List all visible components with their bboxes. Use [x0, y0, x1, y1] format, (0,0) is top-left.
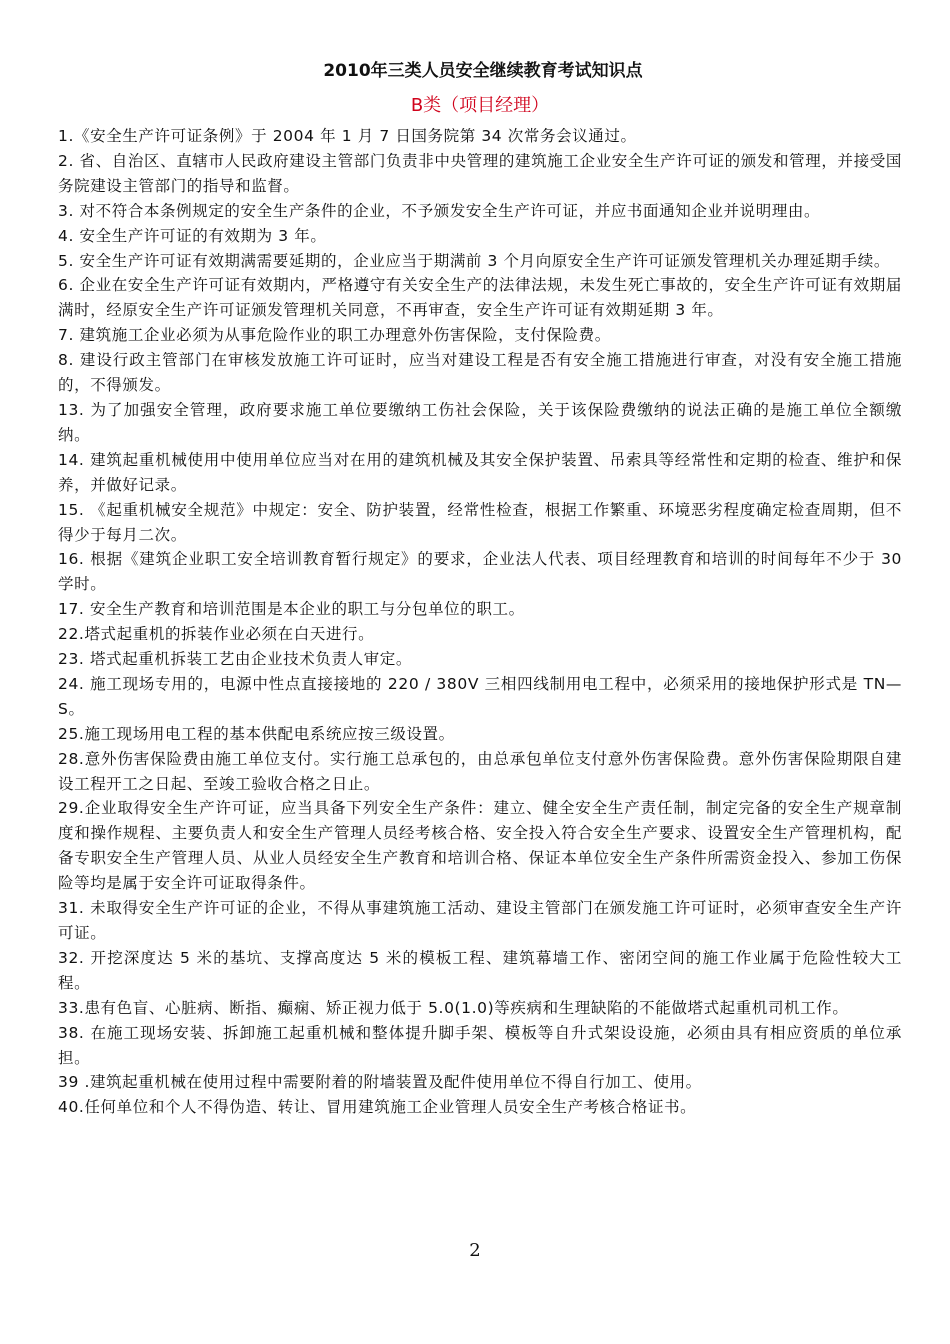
- knowledge-point-item: 32. 开挖深度达 5 米的基坑、支撑高度达 5 米的模板工程、建筑幕墙工作、密闭空间的施工作业属于危险性较大工程。: [58, 948, 902, 992]
- document-subtitle: B类（项目经理）: [410, 95, 550, 116]
- knowledge-point-item: 31. 未取得安全生产许可证的企业，不得从事建筑施工活动、建设主管部门在颁发施工许可证时，必须审查安全生产许可证。: [58, 899, 902, 942]
- knowledge-point-item: 22.塔式起重机的拆装作业必须在白天进行。: [58, 625, 375, 644]
- knowledge-point-item: 38. 在施工现场安装、拆卸施工起重机械和整体提升脚手架、模板等自升式架设设施，必须由具有相应资质的单位承担。: [58, 1023, 902, 1067]
- knowledge-point-item: 16. 根据《建筑企业职工安全培训教育暂行规定》的要求，企业法人代表、项目经理教育和培训的时间每年不少于 30 学时。: [58, 550, 902, 594]
- knowledge-point-item: 25.施工现场用电工程的基本供配电系统应按三级设置。: [58, 724, 455, 743]
- knowledge-point-item: 23. 塔式起重机拆装工艺由企业技术负责人审定。: [58, 650, 412, 669]
- knowledge-point-item: 17. 安全生产教育和培训范围是本企业的职工与分包单位的职工。: [58, 600, 525, 619]
- knowledge-point-item: 15. 《起重机械安全规范》中规定：安全、防护装置，经常性检查，根据工作繁重、环境恶劣程度确定检查周期，但不得少于每月二次。: [58, 500, 902, 544]
- knowledge-point-item: 8. 建设行政主管部门在审核发放施工许可证时，应当对建设工程是否有安全施工措施进行审查，对没有安全施工措施的，不得颁发。: [58, 351, 902, 395]
- knowledge-point-item: 39 .建筑起重机械在使用过程中需要附着的附墙装置及配件使用单位不得自行加工、使用。: [58, 1073, 702, 1092]
- knowledge-point-item: 6. 企业在安全生产许可证有效期内，严格遵守有关安全生产的法律法规，未发生死亡事故的，安全生产许可证有效期届满时，经原安全生产许可证颁发管理机关同意，不再审查，安全生产许可证有效期延期 3 年。: [58, 276, 902, 320]
- knowledge-point-item: 5. 安全生产许可证有效期满需要延期的，企业应当于期满前 3 个月向原安全生产许可证颁发管理机关办理延期手续。: [58, 251, 890, 270]
- knowledge-point-item: 3. 对不符合本条例规定的安全生产条件的企业，不予颁发安全生产许可证，并应书面通知企业并说明理由。: [58, 201, 821, 220]
- knowledge-point-item: 4. 安全生产许可证的有效期为 3 年。: [58, 226, 327, 245]
- page-number: 2: [469, 1240, 481, 1261]
- knowledge-point-item: 40.任何单位和个人不得伪造、转让、冒用建筑施工企业管理人员安全生产考核合格证书。: [58, 1098, 697, 1117]
- knowledge-point-item: 1.《安全生产许可证条例》于 2004 年 1 月 7 日国务院第 34 次常务会议通过。: [58, 127, 637, 145]
- knowledge-point-item: 14. 建筑起重机械使用中使用单位应当对在用的建筑机械及其安全保护装置、吊索具等经常性和定期的检查、维护和保养，并做好记录。: [58, 450, 902, 494]
- knowledge-point-item: 28.意外伤害保险费由施工单位支付。实行施工总承包的，由总承包单位支付意外伤害保险费。意外伤害保险期限自建设工程开工之日起、至竣工验收合格之日止。: [58, 749, 902, 793]
- knowledge-point-item: 33.患有色盲、心脏病、断指、癫痫、矫正视力低于 5.0(1.0)等疾病和生理缺陷的不能做塔式起重机司机工作。: [58, 998, 849, 1017]
- knowledge-point-item: 2. 省、自治区、直辖市人民政府建设主管部门负责非中央管理的建筑施工企业安全生产许可证的颁发和管理，并接受国务院建设主管部门的指导和监督。: [58, 151, 902, 195]
- knowledge-point-item: 29.企业取得安全生产许可证，应当具备下列安全生产条件：建立、健全安全生产责任制，制定完备的安全生产规章制度和操作规程、主要负责人和安全生产管理人员经考核合格、安全投入符合安全生产要求、设置安全生产管理机构，配备专职安全生产管理人员、从业人员经安全生产教育和培训合格、保证本单位安全生产条件所需资金投入、参加工伤保险等均是属于安全许可证取得条件。: [58, 799, 902, 893]
- knowledge-point-list: [58, 124, 902, 1120]
- knowledge-point-item: 7. 建筑施工企业必须为从事危险作业的职工办理意外伤害保险，支付保险费。: [58, 326, 611, 345]
- knowledge-point-item: 24. 施工现场专用的，电源中性点直接接地的 220 / 380V 三相四线制用电工程中，必须采用的接地保护形式是 TN—S。: [58, 674, 902, 718]
- document-title: 2010年三类人员安全继续教育考试知识点: [323, 61, 643, 81]
- knowledge-point-item: 13. 为了加强安全管理，政府要求施工单位要缴纳工伤社会保险，关于该保险费缴纳的说法正确的是施工单位全额缴纳。: [58, 400, 902, 444]
